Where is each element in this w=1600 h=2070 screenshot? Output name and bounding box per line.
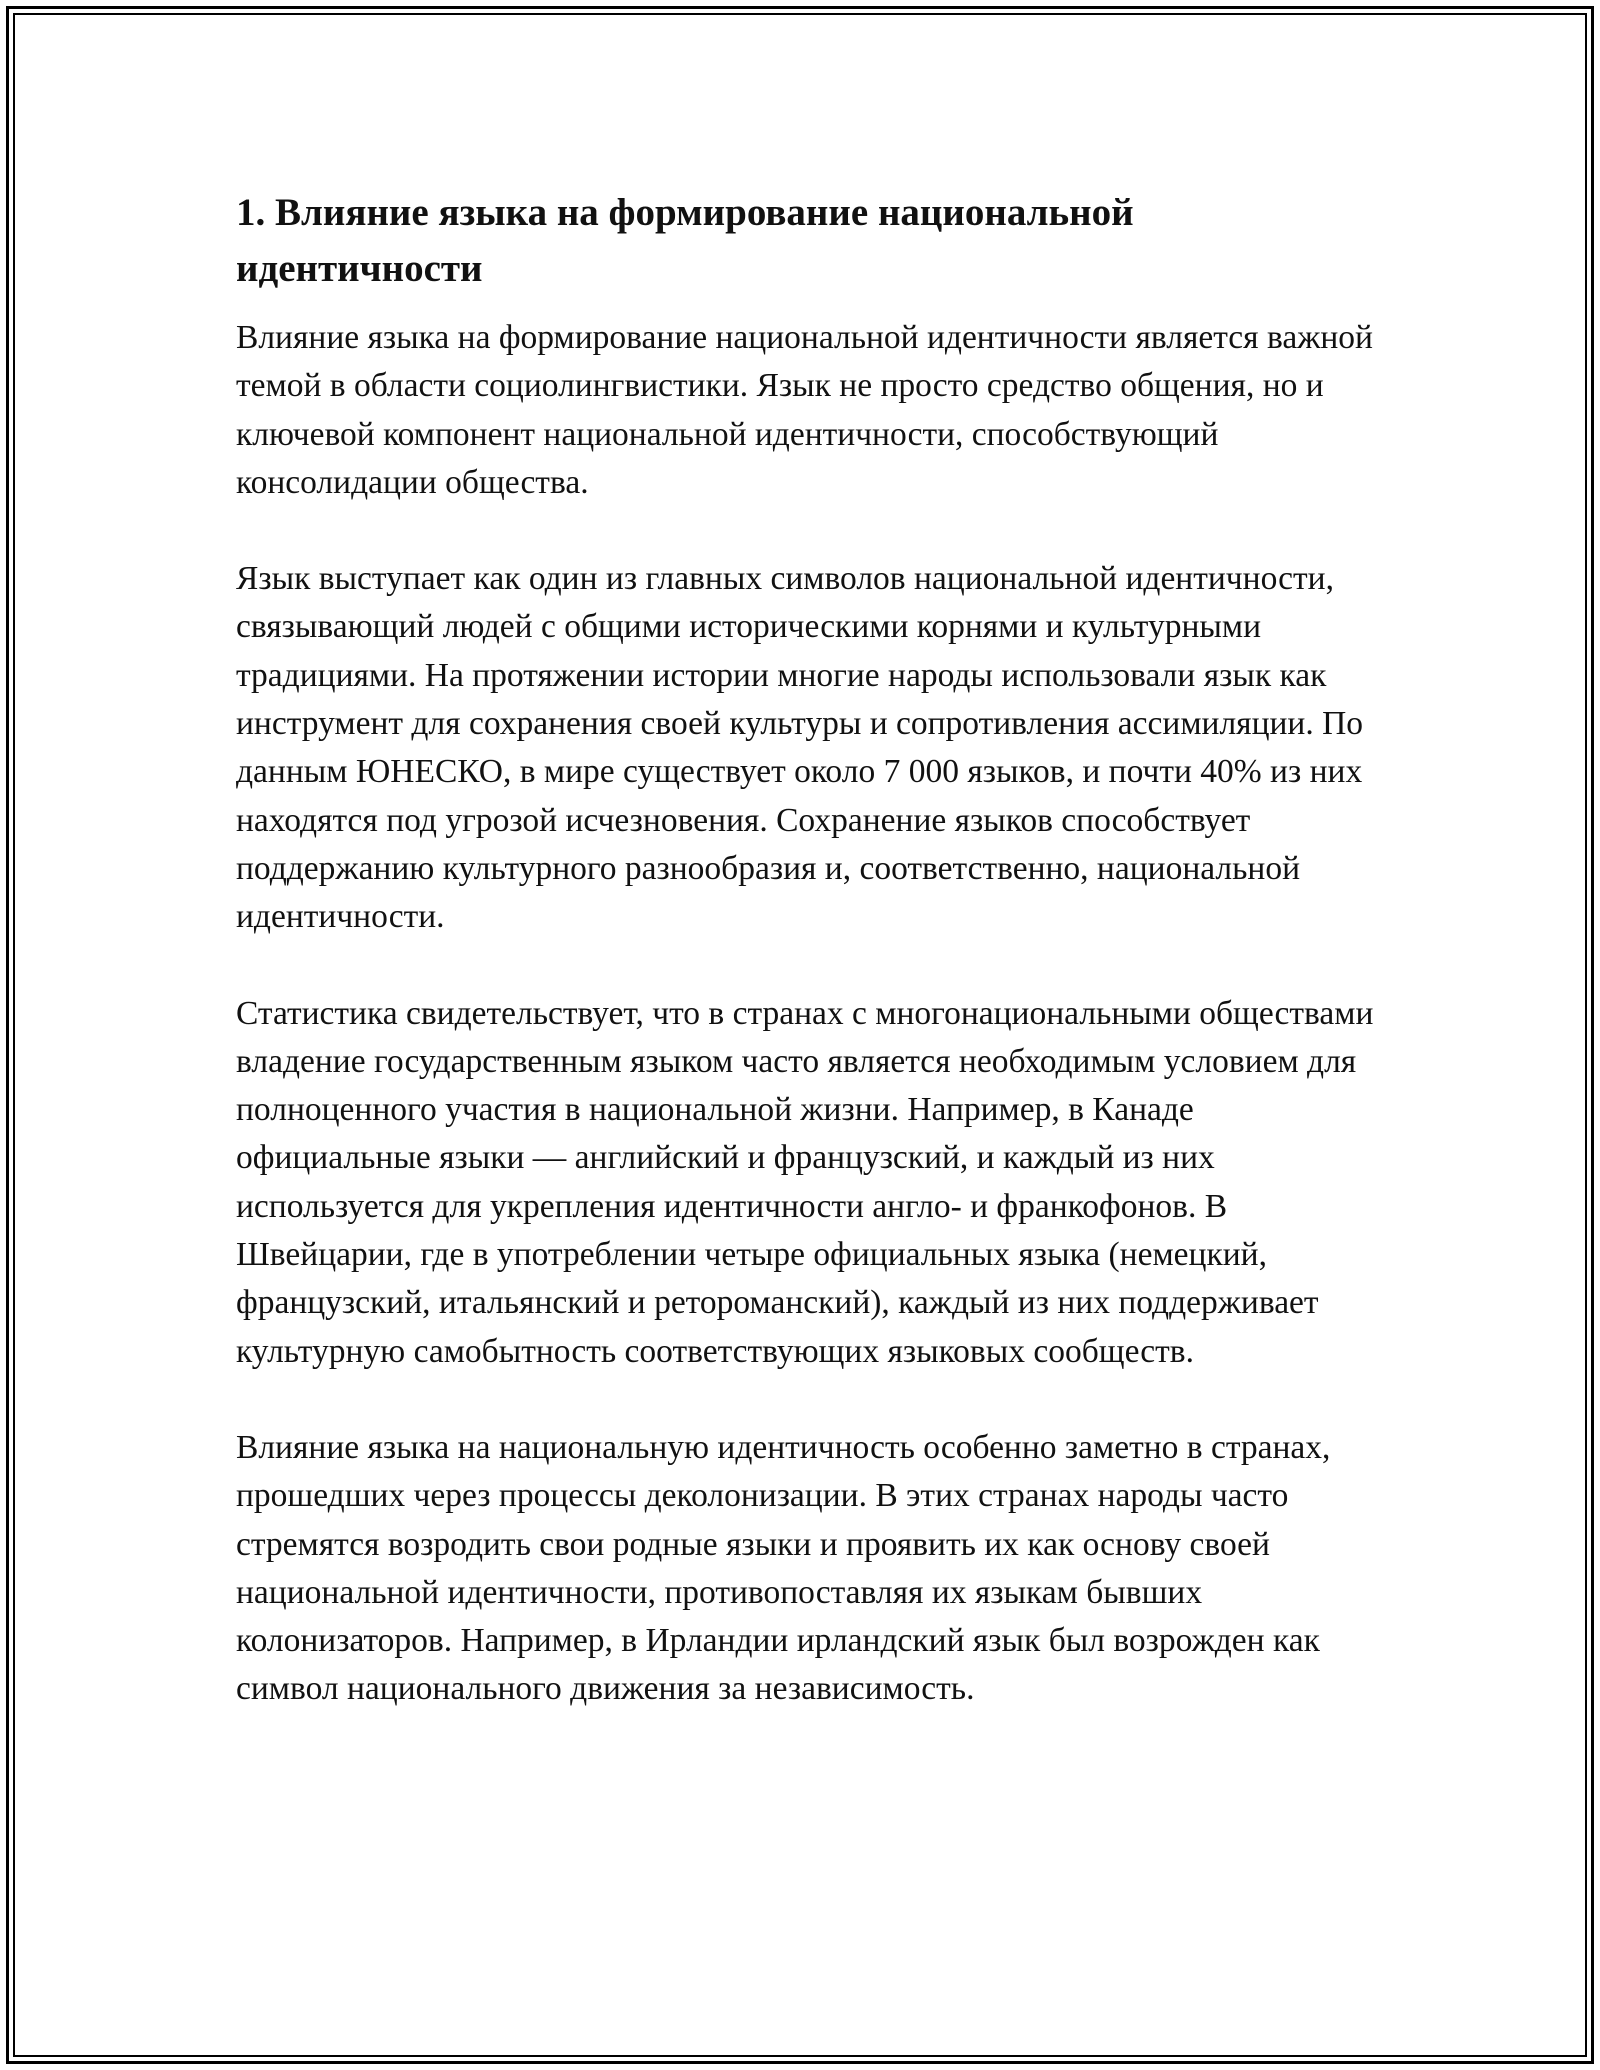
document-body — [236, 185, 1376, 1762]
paragraph-intro: Влияние языка на формирование национальной идентичности является важной темой в области социолингвистики. Язык не просто средство общения, но и ключевой компонент национальной идентичности, способствующий консолидации общества. — [236, 319, 1373, 501]
paragraph-decolonization: Влияние языка на национальную идентичность особенно заметно в странах, прошедших через процессы деколонизации. В этих странах народы часто стремятся возродить свои родные языки и проявить их как основу своей национальной идентичности, противопоставляя их языкам бывших колонизаторов. Например, в Ирландии ирландский язык был возрожден как символ национального движения за независимость. — [236, 1428, 1331, 1708]
section-heading: 1. Влияние языка на формирование национальной идентичности — [236, 191, 1134, 290]
paragraph-symbol: Язык выступает как один из главных символов национальной идентичности, связывающий людей с общими историческими корнями и культурными традициями. На протяжении истории многие народы использовали язык как инструмент для сохранения своей культуры и сопротивления ассимиляции. По данным ЮНЕСКО, в мире существует около 7 000 языков, и почти 40% из них находятся под угрозой исчезновения. Сохранение языков способствует поддержанию культурного разнообразия и, соответственно, национальной идентичности. — [236, 560, 1364, 936]
paragraph-statistics: Статистика свидетельствует, что в странах с многонациональными обществами владение государственным языком часто является необходимым условием для полноценного участия в национальной жизни. Например, в Канаде официальные языки — английский и французский, и каждый из них используется для укрепления идентичности англо- и франкофонов. В Швейцарии, где в употреблении четыре официальных языка (немецкий, французский, итальянский и ретороманский), каждый из них поддерживает культурную самобытность соответствующих языковых сообществ. — [236, 994, 1374, 1370]
